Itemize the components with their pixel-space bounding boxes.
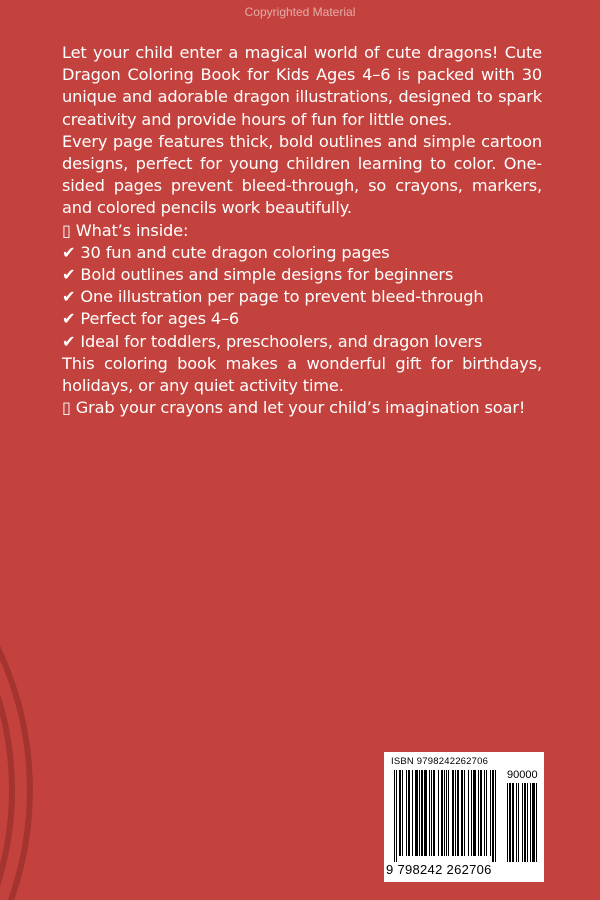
list-item: ✔ One illustration per page to prevent bleed-through xyxy=(62,287,484,307)
list-item: ✔ Perfect for ages 4–6 xyxy=(62,309,240,329)
features-paragraph: Every page features thick, bold outlines and simple cartoon designs, perfect for young children learning to color. One-sided pages prevent bleed-through, so crayons, markers, and colored pencils work beautifully. xyxy=(62,131,542,218)
closing-paragraph: ▯ Grab your crayons and let your child’s imagination soar! xyxy=(62,398,526,418)
isbn-label: ISBN 9798242262706 xyxy=(391,756,489,767)
list-item: ✔ 30 fun and cute dragon coloring pages xyxy=(62,242,390,262)
gift-paragraph: This coloring book makes a wonderful gift for birthdays, holidays, or any quiet activity time. xyxy=(62,353,542,396)
isbn-barcode xyxy=(384,752,544,882)
list-item: ✔ Bold outlines and simple designs for beginners xyxy=(62,265,454,285)
price-code: 90000 xyxy=(507,769,538,781)
copyright-watermark-top: Copyrighted Material xyxy=(244,5,356,19)
isbn-digits: 9 798242 262706 xyxy=(386,862,492,877)
whats-inside-heading: ▯ What’s inside: xyxy=(62,220,189,240)
barcode-bars xyxy=(394,770,498,862)
book-description xyxy=(62,42,542,419)
intro-paragraph: Let your child enter a magical world of cute dragons! Cute Dragon Coloring Book for Kids Ages 4–6 is packed with 30 unique and adorable dragon illustrations, designed to spark creativity and provide hours of fun for little ones. xyxy=(62,43,542,129)
addon-barcode-bars xyxy=(507,783,539,862)
decorative-arcs xyxy=(0,430,140,900)
list-item: ✔ Ideal for toddlers, preschoolers, and dragon lovers xyxy=(62,331,483,351)
